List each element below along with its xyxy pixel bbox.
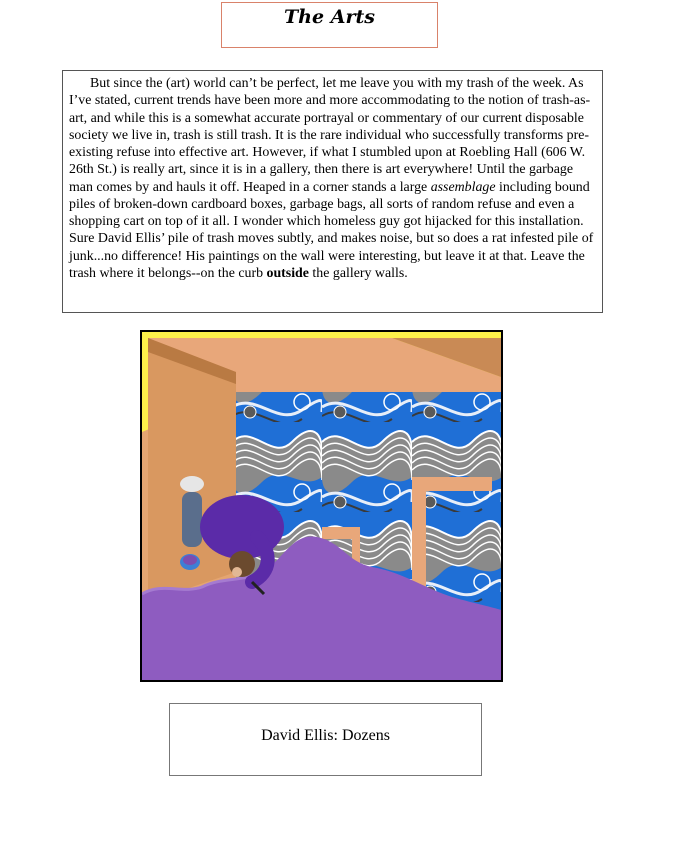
article-italic-word: assemblage bbox=[430, 179, 496, 195]
article-bold-word: outside bbox=[266, 265, 309, 281]
title-box bbox=[221, 2, 438, 48]
article-text-part-1: But since the (art) world can’t be perfect, let me leave you with my trash of the week. As I’ve stated, current trends have been more and more accommodating to the notion of trash-as-art, and while this is a somewhat accurate portrayal or commentary of our current disposable society we live in, trash is still trash. It is the rare individual who successfully transforms pre-existing refuse into effective art. However, if what I stumbled upon at Roebling Hall (606 W. 26th St.) is really art, since it is in a gallery, then there is art everywhere! Until the garbage man comes by and hauls it off. Heaped in a corner stands a large bbox=[69, 76, 591, 195]
page-title: The Arts bbox=[284, 6, 375, 28]
caption-text: David Ellis: Dozens bbox=[261, 727, 390, 744]
artwork-illustration bbox=[142, 332, 501, 680]
artwork-photo bbox=[140, 330, 503, 682]
caption-box bbox=[169, 703, 482, 776]
article-text-part-3: the gallery walls. bbox=[308, 265, 408, 281]
article-text-part-2: including bound piles of broken-down cardboard boxes, garbage bags, all sorts of random refuse and even a shopping cart on top of it all. I wonder which homeless guy got hijacked for this installation. Sure David Ellis’ pile of trash moves subtly, and makes noise, but so does a rat infested pile of junk...no difference! His paintings on the wall were interesting, but leave it at that. Leave the trash where it belongs--on the curb bbox=[69, 179, 594, 281]
article-box bbox=[62, 70, 603, 313]
person-legs bbox=[182, 492, 202, 547]
article-paragraph bbox=[69, 75, 598, 282]
